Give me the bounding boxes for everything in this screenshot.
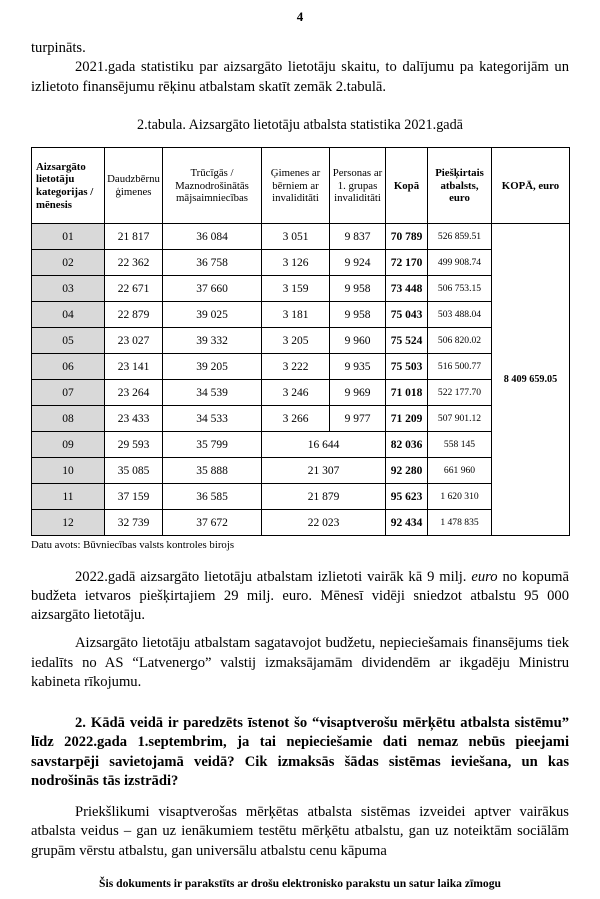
atbalsts-cell: 1 478 835	[428, 510, 492, 536]
kopa-cell: 75 043	[386, 302, 428, 328]
table-row	[32, 250, 570, 276]
table-row	[32, 458, 570, 484]
table-row	[32, 380, 570, 406]
kopa-cell: 95 623	[386, 484, 428, 510]
kopa-cell: 75 503	[386, 354, 428, 380]
header-trucigas: Trūcīgās / Maznodrošinātās mājsaimniecības	[163, 148, 262, 224]
table-row	[32, 302, 570, 328]
daudzbernu-cell: 23 027	[105, 328, 163, 354]
signature-footer: Šis dokuments ir parakstīts ar drošu elektronisko parakstu un satur laika zīmogu	[99, 877, 501, 890]
gimenes-cell: 3 159	[262, 276, 330, 302]
merged-invaliditate-cell: 16 644	[262, 432, 386, 458]
data-source-note: Datu avots: Būvniecības valsts kontroles birojs	[31, 539, 235, 552]
daudzbernu-cell: 22 879	[105, 302, 163, 328]
month-cell: 06	[32, 354, 105, 380]
personas-cell: 9 969	[330, 380, 386, 406]
table-row	[32, 432, 570, 458]
personas-cell: 9 935	[330, 354, 386, 380]
paragraph-2021-statistika: 2021.gada statistiku par aizsargāto lietotāju skaitu, to dalījumu pa kategorijām un izlietoto finansējumu rēķinu atbalstam skatīt zemāk 2.tabulā.	[31, 59, 569, 95]
table-row	[32, 510, 570, 536]
daudzbernu-cell: 29 593	[105, 432, 163, 458]
personas-cell: 9 837	[330, 224, 386, 250]
atbalsts-cell: 506 753.15	[428, 276, 492, 302]
gimenes-cell: 3 181	[262, 302, 330, 328]
month-cell: 07	[32, 380, 105, 406]
atbalsts-cell: 503 488.04	[428, 302, 492, 328]
trucigas-cell: 34 533	[163, 406, 262, 432]
month-cell: 12	[32, 510, 105, 536]
trucigas-cell: 36 758	[163, 250, 262, 276]
trucigas-cell: 36 084	[163, 224, 262, 250]
table-row	[32, 224, 570, 250]
kopa-cell: 71 209	[386, 406, 428, 432]
gimenes-cell: 3 222	[262, 354, 330, 380]
merged-invaliditate-cell: 22 023	[262, 510, 386, 536]
kopa-cell: 92 434	[386, 510, 428, 536]
kopa-cell: 92 280	[386, 458, 428, 484]
atbalsts-cell: 558 145	[428, 432, 492, 458]
atbalsts-cell: 1 620 310	[428, 484, 492, 510]
kopa-cell: 72 170	[386, 250, 428, 276]
trucigas-cell: 39 205	[163, 354, 262, 380]
table-header-row	[32, 148, 570, 224]
gimenes-cell: 3 126	[262, 250, 330, 276]
table-row	[32, 406, 570, 432]
euro-italic: euro	[471, 568, 498, 585]
trucigas-cell: 35 888	[163, 458, 262, 484]
daudzbernu-cell: 23 264	[105, 380, 163, 406]
month-cell: 01	[32, 224, 105, 250]
header-gimenes-invaliditate: Ģimenes ar bērniem ar invaliditāti	[262, 148, 330, 224]
table-row	[32, 328, 570, 354]
gimenes-cell: 3 205	[262, 328, 330, 354]
header-pieskirtais-atbalsts: Piešķirtais atbalsts, euro	[428, 148, 492, 224]
atbalsts-cell: 507 901.12	[428, 406, 492, 432]
statistics-table	[31, 147, 570, 536]
paragraph-latvenergo: Aizsargāto lietotāju atbalstam sagatavojot budžetu, nepieciešamais finansējums tiek iedalīts no AS “Latvenergo” valstij izmaksājamām dividendēm ar ikgadēju Ministru kabineta rīkojumu.	[31, 635, 569, 690]
month-cell: 04	[32, 302, 105, 328]
total-kopa-euro-cell: 8 409 659.05	[492, 224, 570, 536]
atbalsts-cell: 516 500.77	[428, 354, 492, 380]
trucigas-cell: 36 585	[163, 484, 262, 510]
month-cell: 03	[32, 276, 105, 302]
daudzbernu-cell: 22 362	[105, 250, 163, 276]
page-content	[0, 39, 600, 861]
daudzbernu-cell: 21 817	[105, 224, 163, 250]
month-cell: 11	[32, 484, 105, 510]
month-cell: 05	[32, 328, 105, 354]
daudzbernu-cell: 32 739	[105, 510, 163, 536]
paragraph-2022-part-b: no kopumā budžeta ietvaros piešķirtajiem 29 milj. euro. Mēnesī vidēji sniedzot atbalstu 95 000 aizsargāto lietotāju.	[31, 568, 569, 624]
month-cell: 02	[32, 250, 105, 276]
trucigas-cell: 34 539	[163, 380, 262, 406]
daudzbernu-cell: 23 433	[105, 406, 163, 432]
personas-cell: 9 960	[330, 328, 386, 354]
daudzbernu-cell: 35 085	[105, 458, 163, 484]
atbalsts-cell: 661 960	[428, 458, 492, 484]
daudzbernu-cell: 23 141	[105, 354, 163, 380]
kopa-cell: 70 789	[386, 224, 428, 250]
kopa-cell: 71 018	[386, 380, 428, 406]
question-2-heading: 2. Kādā veidā ir paredzēts īstenot šo “visaptverošu mērķētu atbalsta sistēmu” līdz 2022.gada 1.septembrim, ja tai nepieciešamie dati nemaz nebūs pieejami savstarpēji savietojamā veidā? Cik izmaksās šādas sistēmas ieviešana, un kas nodrošinās tās izstrādi?	[31, 715, 569, 789]
personas-cell: 9 924	[330, 250, 386, 276]
atbalsts-cell: 506 820.02	[428, 328, 492, 354]
daudzbernu-cell: 22 671	[105, 276, 163, 302]
atbalsts-cell: 522 177.70	[428, 380, 492, 406]
trucigas-cell: 35 799	[163, 432, 262, 458]
daudzbernu-cell: 37 159	[105, 484, 163, 510]
personas-cell: 9 958	[330, 276, 386, 302]
month-cell: 10	[32, 458, 105, 484]
page-number: 4	[296, 9, 304, 24]
header-kategorijas: Aizsargāto lietotāju kategorijas / mēnesis	[32, 148, 105, 224]
personas-cell: 9 977	[330, 406, 386, 432]
header-daudzbernu: Daudzbērnu ģimenes	[105, 148, 163, 224]
paragraph-turpinats: turpināts.	[31, 40, 86, 56]
gimenes-cell: 3 246	[262, 380, 330, 406]
gimenes-cell: 3 266	[262, 406, 330, 432]
trucigas-cell: 39 025	[163, 302, 262, 328]
header-kopa-euro: KOPĀ, euro	[492, 148, 570, 224]
kopa-cell: 82 036	[386, 432, 428, 458]
header-kopa: Kopā	[386, 148, 428, 224]
gimenes-cell: 3 051	[262, 224, 330, 250]
paragraph-2022-part-a: 2022.gadā aizsargāto lietotāju atbalstam izlietoti vairāk kā 9 milj.	[75, 568, 472, 585]
trucigas-cell: 37 672	[163, 510, 262, 536]
atbalsts-cell: 499 908.74	[428, 250, 492, 276]
paragraph-2022-atbalsts	[31, 568, 569, 626]
paragraph-priekslikumi: Priekšlikumi visaptverošas mērķētas atbalsta sistēmas izveidei aptver vairākus atbalsta veidus – gan uz ienākumiem testētu mērķētu atbalstu, gan uz noteiktām sociālām grupām vērstu atbalstu, gan universālu atbalstu cenu kāpuma	[31, 804, 569, 859]
table-row	[32, 276, 570, 302]
merged-invaliditate-cell: 21 307	[262, 458, 386, 484]
kopa-cell: 75 524	[386, 328, 428, 354]
month-cell: 09	[32, 432, 105, 458]
kopa-cell: 73 448	[386, 276, 428, 302]
header-personas-invaliditate: Personas ar 1. grupas invaliditāti	[330, 148, 386, 224]
trucigas-cell: 37 660	[163, 276, 262, 302]
trucigas-cell: 39 332	[163, 328, 262, 354]
table-caption: 2.tabula. Aizsargāto lietotāju atbalsta statistika 2021.gadā	[137, 116, 463, 133]
table-row	[32, 484, 570, 510]
personas-cell: 9 958	[330, 302, 386, 328]
month-cell: 08	[32, 406, 105, 432]
table-row	[32, 354, 570, 380]
atbalsts-cell: 526 859.51	[428, 224, 492, 250]
merged-invaliditate-cell: 21 879	[262, 484, 386, 510]
